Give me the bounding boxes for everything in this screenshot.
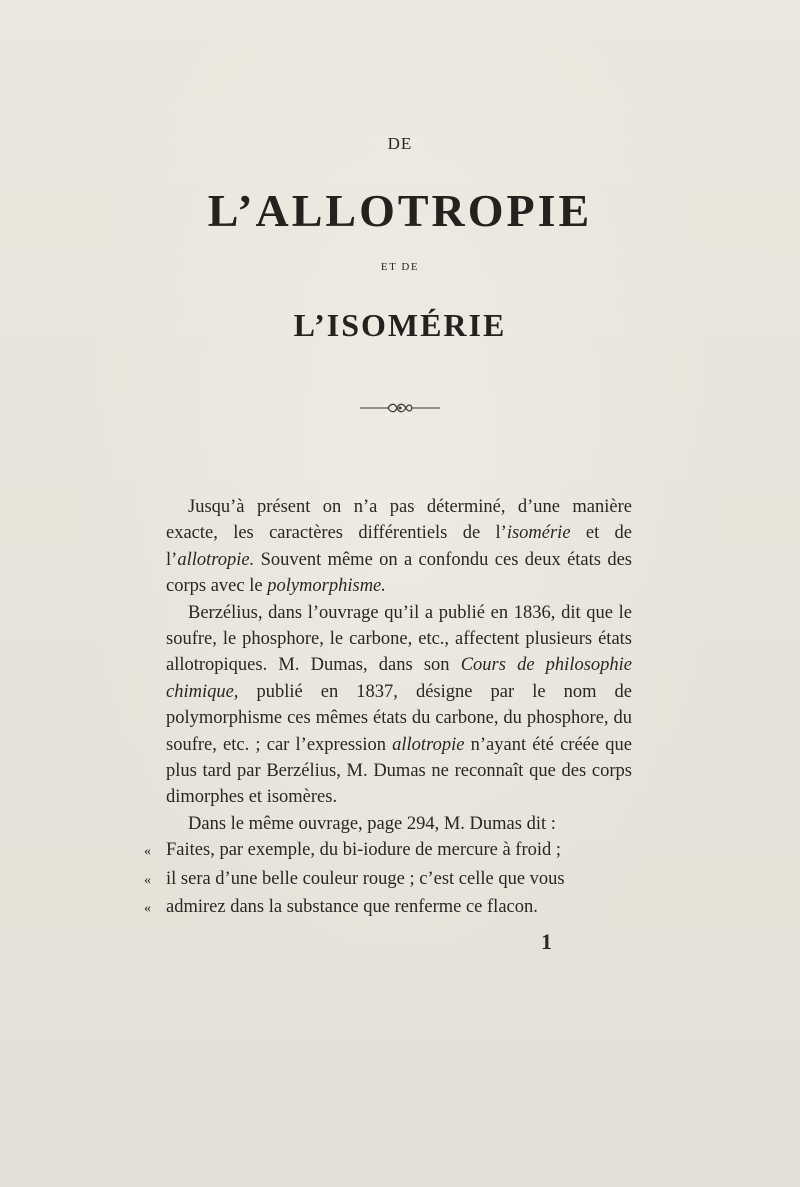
paragraph-2 [166,600,632,811]
title-preposition: DE [387,134,413,153]
quote-line [144,894,632,922]
paragraph-1-italic: isomérie [506,523,571,544]
page-number: 1 [541,929,552,954]
paragraph-1 [166,494,632,600]
quote-line-text: Faites, par exemple, du bi-iodure de mercure à froid ; [166,840,562,861]
quote-line-text: il sera d’une belle couleur rouge ; c’est celle que vous [166,868,565,889]
paragraph-2-text: publié en 1837, désigne par le nom de polymorphisme ces mêmes états du carbone, du phosphore, du soufre, etc. ; car l’expression [166,681,632,755]
paragraph-1-text: et de l’ [166,523,633,570]
quote-line [144,837,632,865]
paragraph-2-text: Berzélius, dans l’ouvrage qu’il a publié en 1836, dit que le soufre, le phosphore, le carbone, etc., affectent plusieurs états allotropiques. M. Dumas, dans son [166,602,632,676]
paragraph-2-italic: allotropie [392,734,465,755]
second-title: L’ISOMÉRIE [293,307,507,343]
quote-line [144,866,632,894]
ornament-divider-icon [358,398,442,418]
main-title: L’ALLOTROPIE [207,185,593,236]
body-text [144,494,633,923]
paragraph-1-text: Souvent même on a confondu ces deux états des corps avec le [166,549,632,597]
paragraph-2-text: n’ayant été créée que plus tard par Berzélius, M. Dumas ne reconnaît que des corps dimorphes et isomères. [166,734,632,808]
quote-mark: « [144,901,151,917]
quote-mark: « [144,872,151,888]
paragraph-1-text: Jusqu’à présent on n’a pas déterminé, d’une manière exacte, les caractères différentiels de l’ [166,497,632,544]
paragraph-1-italic: polymorphisme. [267,576,386,597]
paragraph-1-italic: allotropie. [177,549,255,570]
quote-line-text: admirez dans la substance que renferme ce flacon. [166,897,538,918]
paragraph-2-italic: Cours de philosophie chimique, [166,655,633,702]
quote-mark: « [144,844,151,860]
title-conjunction: ET DE [380,261,420,273]
paragraph-3: Dans le même ouvrage, page 294, M. Dumas dit : [188,813,556,834]
